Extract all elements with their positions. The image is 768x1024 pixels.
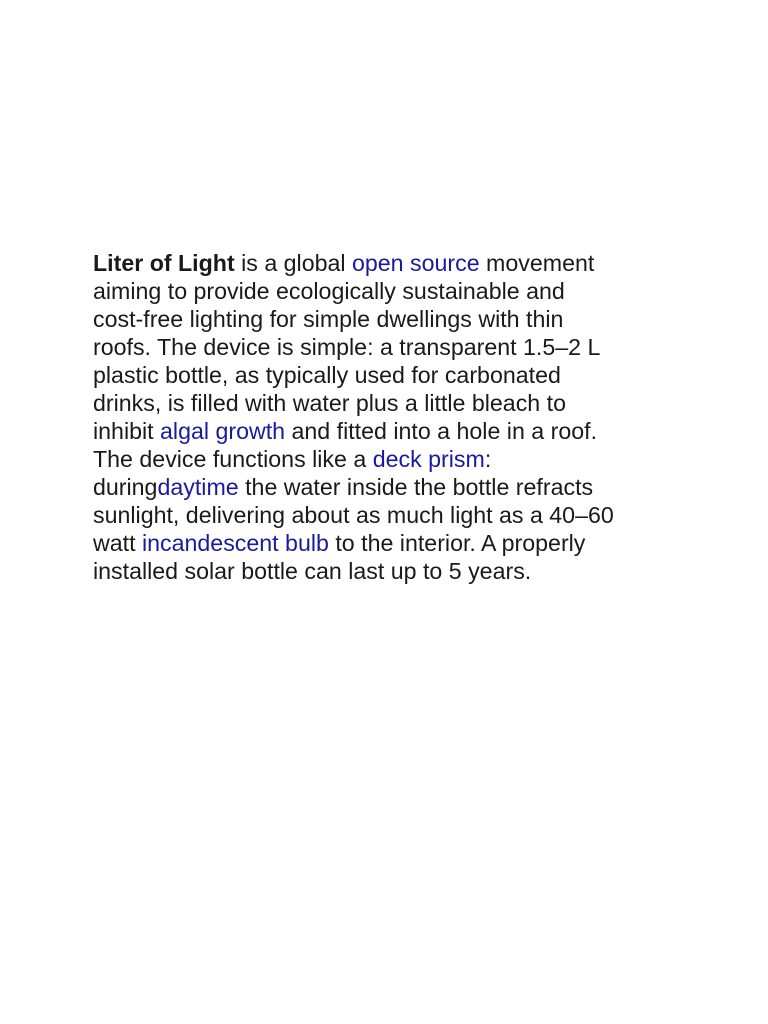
link-open-source[interactable]: open source [351, 250, 480, 276]
article-paragraph [93, 249, 683, 585]
text-line [93, 361, 683, 389]
text-line [93, 389, 683, 417]
text-run: The device functions like a [93, 446, 373, 472]
text-line [93, 277, 683, 305]
link-algal-growth[interactable]: algal growth [160, 418, 286, 444]
text-run: roofs. The device is simple: a transparent 1.5–2 L [93, 334, 601, 360]
text-line [93, 249, 683, 277]
link-deck-prism[interactable]: deck prism [372, 446, 485, 472]
text-run: the water inside the bottle refracts [238, 474, 594, 500]
text-run: sunlight, delivering about as much light as a 40–60 [93, 502, 614, 528]
text-line [93, 501, 683, 529]
text-line [93, 305, 683, 333]
text-line [93, 529, 683, 557]
text-run: installed solar bottle can last up to 5 years. [93, 558, 532, 584]
link-incandescent-bulb[interactable]: incandescent bulb [141, 530, 329, 556]
text-run: aiming to provide ecologically sustainable and [93, 278, 565, 304]
text-line [93, 557, 683, 585]
text-line [93, 417, 683, 445]
text-line [93, 333, 683, 361]
text-run: inhibit [93, 418, 161, 444]
text-line [93, 473, 683, 501]
text-run: to the interior. A properly [328, 530, 586, 556]
text-run: plastic bottle, as typically used for carbonated [93, 362, 561, 388]
text-run: and fitted into a hole in a roof. [285, 418, 598, 444]
text-run: : [484, 446, 492, 472]
text-run: watt [93, 530, 142, 556]
text-run: drinks, is filled with water plus a little bleach to [93, 390, 566, 416]
term-liter-of-light: Liter of Light [93, 250, 235, 276]
text-run: is a global [234, 250, 352, 276]
text-run: during [93, 474, 158, 500]
text-line [93, 445, 683, 473]
text-run: movement [479, 250, 595, 276]
link-daytime[interactable]: daytime [157, 474, 239, 500]
text-run: cost-free lighting for simple dwellings with thin [93, 306, 564, 332]
